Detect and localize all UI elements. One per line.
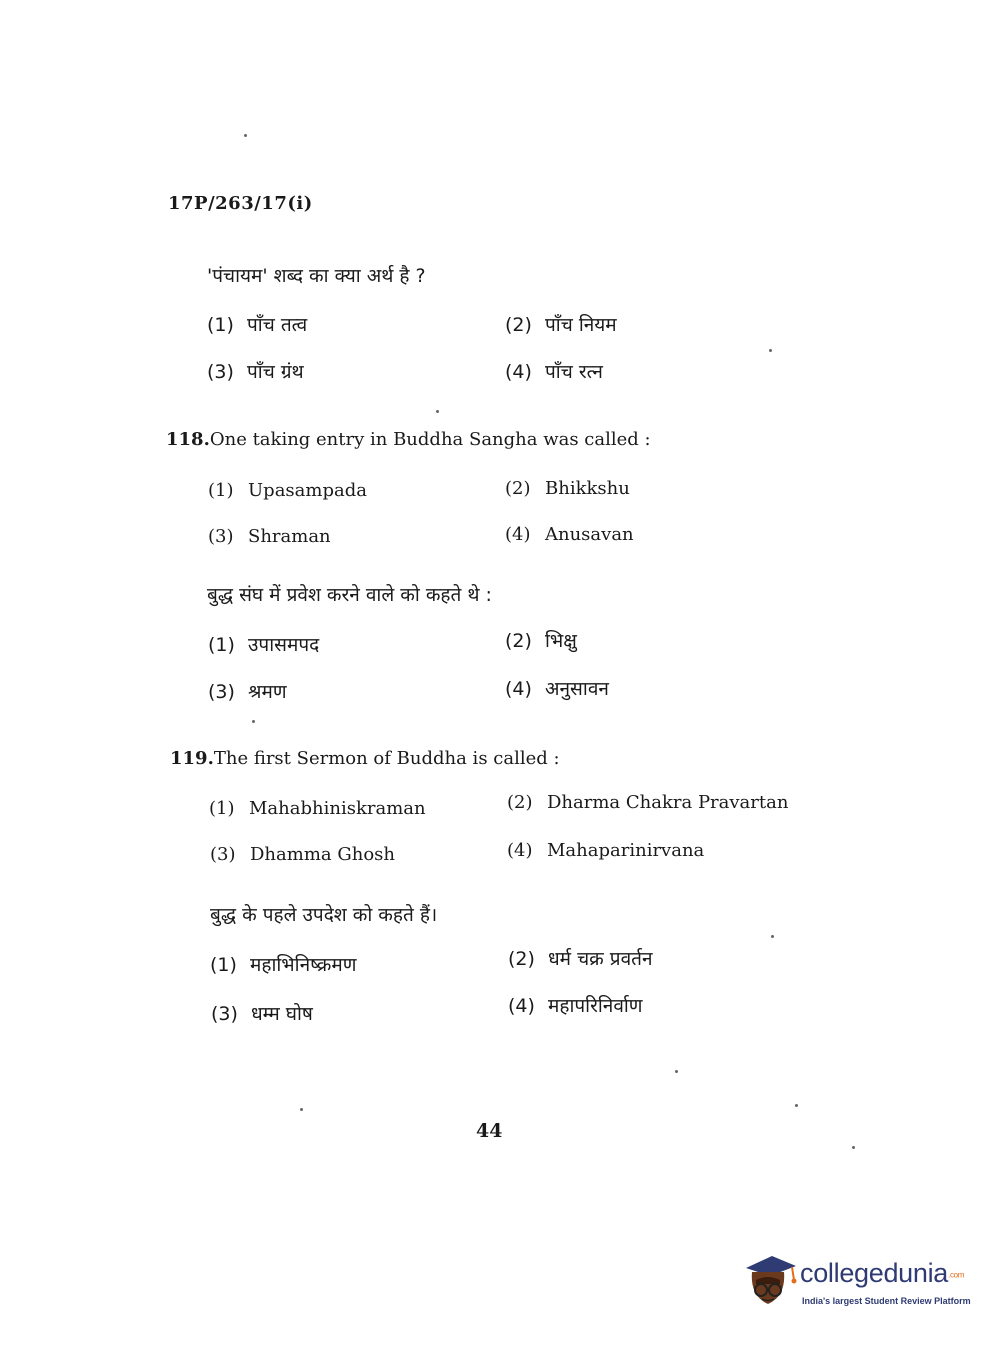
option-number: (1) (208, 634, 235, 656)
option-text: Anusavan (545, 524, 634, 545)
brand-name (800, 1258, 964, 1289)
option-number: (1) (207, 314, 234, 336)
option-text: उपासमपद (248, 634, 320, 656)
q118-option-2 (505, 478, 630, 499)
q119-hi-option-4 (508, 992, 643, 1018)
option-text: Upasampada (248, 480, 367, 501)
option-number: (3) (210, 844, 236, 865)
q118-option-3 (208, 526, 331, 547)
q117-hi-option-3 (207, 358, 304, 384)
scan-speck (252, 720, 255, 723)
q119-option-2 (507, 792, 788, 813)
question-119 (170, 748, 560, 769)
option-text: Shraman (248, 526, 331, 547)
question-text: The first Sermon of Buddha is called : (213, 748, 560, 769)
option-number: (4) (505, 678, 532, 700)
option-number: (4) (505, 524, 531, 545)
question-118 (166, 429, 651, 450)
question-number: 118. (166, 429, 210, 450)
q117-hi-option-4 (505, 358, 603, 384)
option-text: Mahabhiniskraman (249, 798, 426, 819)
q119-option-1 (209, 798, 426, 819)
scan-speck (244, 134, 247, 137)
page-number: 44 (476, 1120, 503, 1142)
option-text: Dhamma Ghosh (250, 844, 395, 865)
option-number: (3) (207, 361, 234, 383)
option-text: धर्म चक्र प्रवर्तन (548, 948, 653, 970)
option-number: (2) (508, 948, 535, 970)
q118-hi-option-1 (208, 631, 319, 657)
option-text: अनुसावन (545, 678, 609, 700)
question-117-hindi-text: 'पंचायम' शब्द का क्या अर्थ है ? (207, 265, 426, 287)
q119-hi-option-1 (210, 951, 357, 977)
brand-domain: .com (948, 1270, 965, 1280)
option-number: (4) (505, 361, 532, 383)
option-text: पाँच तत्व (247, 314, 308, 336)
question-number: 119. (170, 748, 214, 769)
brand-text: collegedunia (800, 1258, 949, 1288)
scan-speck (675, 1070, 678, 1073)
option-number: (2) (505, 314, 532, 336)
q117-hi-option-1 (207, 311, 307, 337)
option-text: श्रमण (248, 681, 287, 703)
question-118-hindi-text: बुद्ध संघ में प्रवेश करने वाले को कहते थे : (207, 584, 492, 606)
option-text: Dharma Chakra Pravartan (547, 792, 789, 813)
option-text: पाँच ग्रंथ (247, 361, 304, 383)
option-number: (3) (211, 1003, 238, 1025)
option-text: Bhikkshu (545, 478, 630, 499)
option-number: (2) (505, 478, 531, 499)
scan-speck (436, 410, 439, 413)
paper-code: 17P/263/17(i) (168, 193, 313, 214)
option-text: Mahaparinirvana (547, 840, 705, 861)
q118-option-4 (505, 524, 634, 545)
option-text: महाभिनिष्क्रमण (250, 954, 357, 976)
scan-speck (795, 1104, 798, 1107)
option-text: पाँच रत्न (545, 361, 603, 383)
question-119-hindi-text: बुद्ध के पहले उपदेश को कहते हैं। (210, 904, 438, 926)
brand-tagline: India's largest Student Review Platform (802, 1296, 971, 1306)
option-number: (3) (208, 681, 235, 703)
option-text: महापरिनिर्वाण (548, 995, 643, 1017)
scan-speck (769, 349, 772, 352)
q119-hi-option-2 (508, 945, 653, 971)
option-number: (3) (208, 526, 234, 547)
collegedunia-watermark (742, 1250, 972, 1320)
option-number: (4) (508, 995, 535, 1017)
scan-speck (771, 935, 774, 938)
scan-speck (300, 1108, 303, 1111)
option-number: (2) (505, 630, 532, 652)
option-text: धम्म घोष (251, 1003, 313, 1025)
option-text: पाँच नियम (545, 314, 617, 336)
option-number: (4) (507, 840, 533, 861)
q119-option-3 (210, 844, 395, 865)
option-number: (1) (210, 954, 237, 976)
q118-option-1 (208, 480, 367, 501)
scan-speck (852, 1146, 855, 1149)
student-mascot-icon (742, 1254, 798, 1314)
q119-hi-option-3 (211, 1000, 313, 1026)
question-text: One taking entry in Buddha Sangha was called : (209, 429, 651, 450)
option-number: (1) (209, 798, 235, 819)
option-number: (2) (507, 792, 533, 813)
option-number: (1) (208, 480, 234, 501)
q118-hi-option-3 (208, 678, 287, 704)
q118-hi-option-4 (505, 675, 609, 701)
option-text: भिक्षु (545, 630, 577, 652)
q117-hi-option-2 (505, 311, 617, 337)
q118-hi-option-2 (505, 627, 577, 653)
q119-option-4 (507, 840, 704, 861)
